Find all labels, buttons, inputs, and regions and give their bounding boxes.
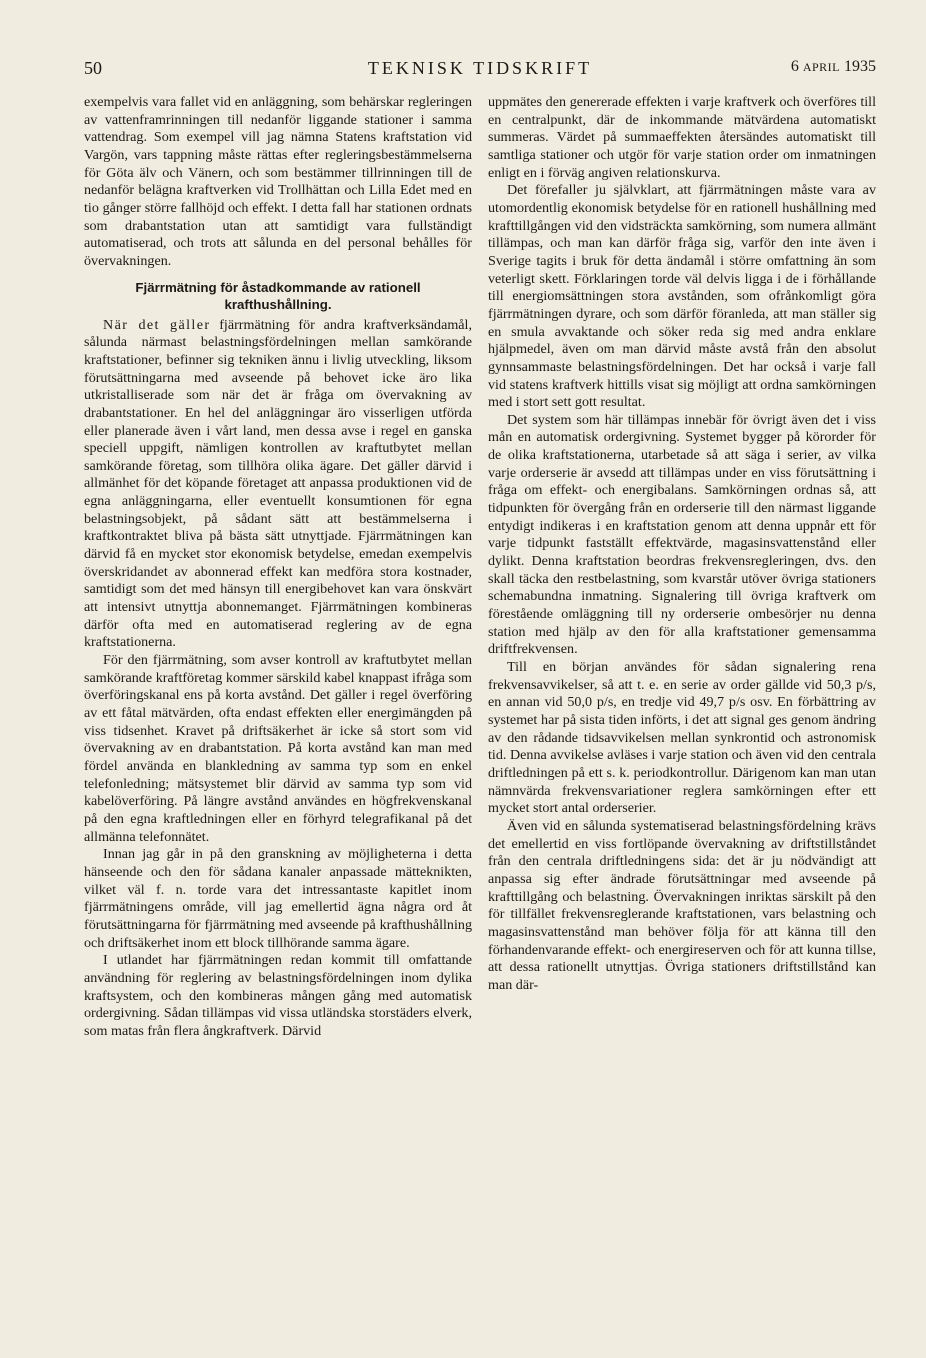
issue-date [791,58,876,76]
paragraph: Det förefaller ju självklart, att fjärrmätningen måste vara av utomordentlig ekonomisk betydelse för en rationell hushållning med krafttillgången vid den vidsträckta samkörning, som numera allmänt tillämpas, och man kan därför fråga sig, varför den inte även i Sverige tagits i bruk för detta ändamål i större omfattning än som veterligt skett. Förklaringen torde väl delvis ligga i de i förhållande till energiomsättningen stora avstånden, som ofrånkomligt göra fjärrmätningen dyrare, och som därför föranleda, att man ställer sig en smula avvaktande och söker reda sig med andra enklare hjälpmedel, även om man därvid måste avstå från den absolut gynnsammaste belastningsfördelningen. Det har också i varje fall vid statens kraftverk hittills visat sig möjligt att ordna samkörningen med i stort sett gott resultat. [488,182,876,411]
paragraph: Innan jag går in på den granskning av möjligheterna i detta hänseende och den för sådana kanaler anpassade mätteknikten, vilket väl f. n. torde vara det intressantaste kapitlet inom fjärrmätningens område, vill jag emellertid ägna några ord åt förutsättningarna för fjärrmätning med avseende på krafthushållning och driftsäkerhet inom ett block tillhörande samma ägare. [84,846,472,951]
paragraph [84,317,472,652]
paragraph: Även vid en sålunda systematiserad belastningsfördelning krävs det emellertid en viss fortlöpande övervakning av driftstillståndet från den centrala driftledningens sida: det är ju nödvändigt att anpassa sig efter ändrade förutsättningar med avseende på krafttillgång och belastning. Övervakningen inriktas särskilt på den för tillfället frekvensreglerande kraftstationen, vars belastning och magasinsvattenstånd man behöver följa för att känna till den förhandenvarande effekt- och energireserven och för att kunna tillse, att dessa rationellt utnyttjas. Övriga stationers driftstillstånd kan man där- [488,817,876,993]
journal-title: TEKNISK TIDSKRIFT [367,58,593,78]
paragraph: uppmätes den genererade effekten i varje kraftverk och överföres till en centralpunkt, där de inkommande mätvärdena automatiskt summeras. Värdet på summaeffekten återsändes automatiskt till samtliga stationer och utgör för varje station order om inmatningen enligt en i förväg angiven relationskurva. [488,94,876,181]
date-month: APRIL [802,60,840,74]
paragraph: Det system som här tillämpas innebär för övrigt även det i viss mån en automatisk ordergivning. Systemet bygger på körorder för de olika kraftstationerna, utarbetade så att säga i serier, av vilka varje orderserie är avsedd att tillämpas under en viss förutsättning i fråga om effekt- och energibalans. Samkörningen ordnas så, att tidpunkten för övergång från en orderserie till den närmast liggande entydigt indikeras i en kraftstation genom att denna uppnår ett för varje tidpunkt fastställt effektvärde, magasinsvattenstånd eller dylikt. Denna kraftstation beordras frekvensregleringen, dvs. den skall täcka den restbelastning, som kvarstår utöver övriga stationers schemabundna inmatning. Signalering till övriga kraftverk om förestående omläggning till ny orderserie ombesörjer nu denna station med hjälp av den för alla kraftstationer gemensamma driftfrekvensen. [488,411,876,658]
page-header [84,58,876,84]
paragraph-text: fjärrmätning för andra kraftverksändamål, sålunda närmast belastningsfördelningen mellan samkörande kraftstationer, befinner sig tekniken ännu i livlig utveckling, liksom förutsättningarna med avseende på behovet icke äro lika utkristalliserade som när det är fråga om övervakning av drabantstationer. En hel del anläggningar äro visserligen utförda eller planerade även i vårt land, men dessa avse i regel en ganska speciell uppgift, nämligen kontrollen av kraftutbytet mellan samkörande företag, som tillhöra olika ägare. Det gäller därvid i allmänhet för det köpande företaget att anpassa produktionen vid de egna anläggningarna, eller eventuellt konsumtionen för egna belastningsobjekt, på sådant sätt att bestämmelserna i kraftkontraktet bliva på bästa sätt utnyttjade. Fjärrmätningen kan därvid få en mycket stor ekonomisk betydelse, emedan exempelvis överskridandet av abonnerad effekt kan medföra stora kostnader, samtidigt som det med hänsyn till energibehovet kan vara önskvärt att intensivt utnyttja abonnemanget. Fjärrmätningen kombineras därför ofta med en automatiserad reglering av de egna kraftstationerna. [84,316,472,651]
paragraph: Till en början användes för sådan signalering rena frekvensavvikelser, så att t. e. en serie av order gällde vid 50,3 p/s, en annan vid 50,0 p/s, en tredje vid 49,7 p/s osv. En förbättring av systemet har på sista tiden införts, i det att signal ges genom ändring av den rådande tidsavvikelsen mellan synkrontid och astronomisk tid. Denna avvikelse avläses i varje station och även vid den centrala driftledningen på ett s. k. periodkontrollur. Därigenom kan man utan nämnvärda frekvensvariationer reglera samkörningen efter ett mycket stort antal orderserier. [488,659,876,817]
date-day: 6 [790,58,799,75]
paragraph: I utlandet har fjärrmätningen redan kommit till omfattande användning för reglering av belastningsfördelningen inom dylika kraftsystem, och den kombineras mången gång med automatisk ordergivning. Sådan tillämpas vid vissa utländska storstäders elverk, som matas från flera ångkraftverk. Därvid [84,952,472,1039]
paragraph: exempelvis vara fallet vid en anläggning, som behärskar regleringen av vattenframrinningen till nedanför liggande stationer i samma vattendrag. Som exempel vill jag nämna Statens kraftstation vid Vargön, vars tappning måste rättas efter regleringsbestämmelserna för Göta älv och Vänern, och som bestämmer tillrinningen till de nedanför belägna kraftverken vid Trollhättan och Lilla Edet med en tio gånger större fallhöjd och effekt. I detta fall har stationen ordnats som drabantstation utan att samtidigt vara fullständigt automatiserad, och trots att sålunda en del personal behålles för övervakningen. [84,94,472,269]
left-column [84,94,472,1040]
section-heading: Fjärrmätning för åstadkommande av rationell krafthushållning. [135,279,421,312]
paragraph: För den fjärrmätning, som avser kontroll av kraftutbytet mellan samkörande kraftföretag kommer särskild kabel knappast ifråga som överföringskanal ens på korta avstånd. Det gäller i regel överföring av ett fåtal mätvärden, ofta endast effekten eller energimängden på viss tidsenhet. Kravet på driftsäkerhet är icke så stort som vid övervakning av en drabantstation. På korta avstånd kan man med fördel använda en blankledning av samma typ som en enkel telefonledning; mätsystemet blir därvid av samma typ som vid kabelöverföring. På längre avstånd användes en högfrekvenskanal på den egna kraftledningen eller en förhyrd telegrafikanal på det allmänna telefonnätet. [84,652,472,845]
date-year: 1935 [844,58,876,75]
spaced-lead-in: När det gäller [103,316,211,333]
page-number: 50 [84,58,102,78]
right-column [488,94,876,994]
